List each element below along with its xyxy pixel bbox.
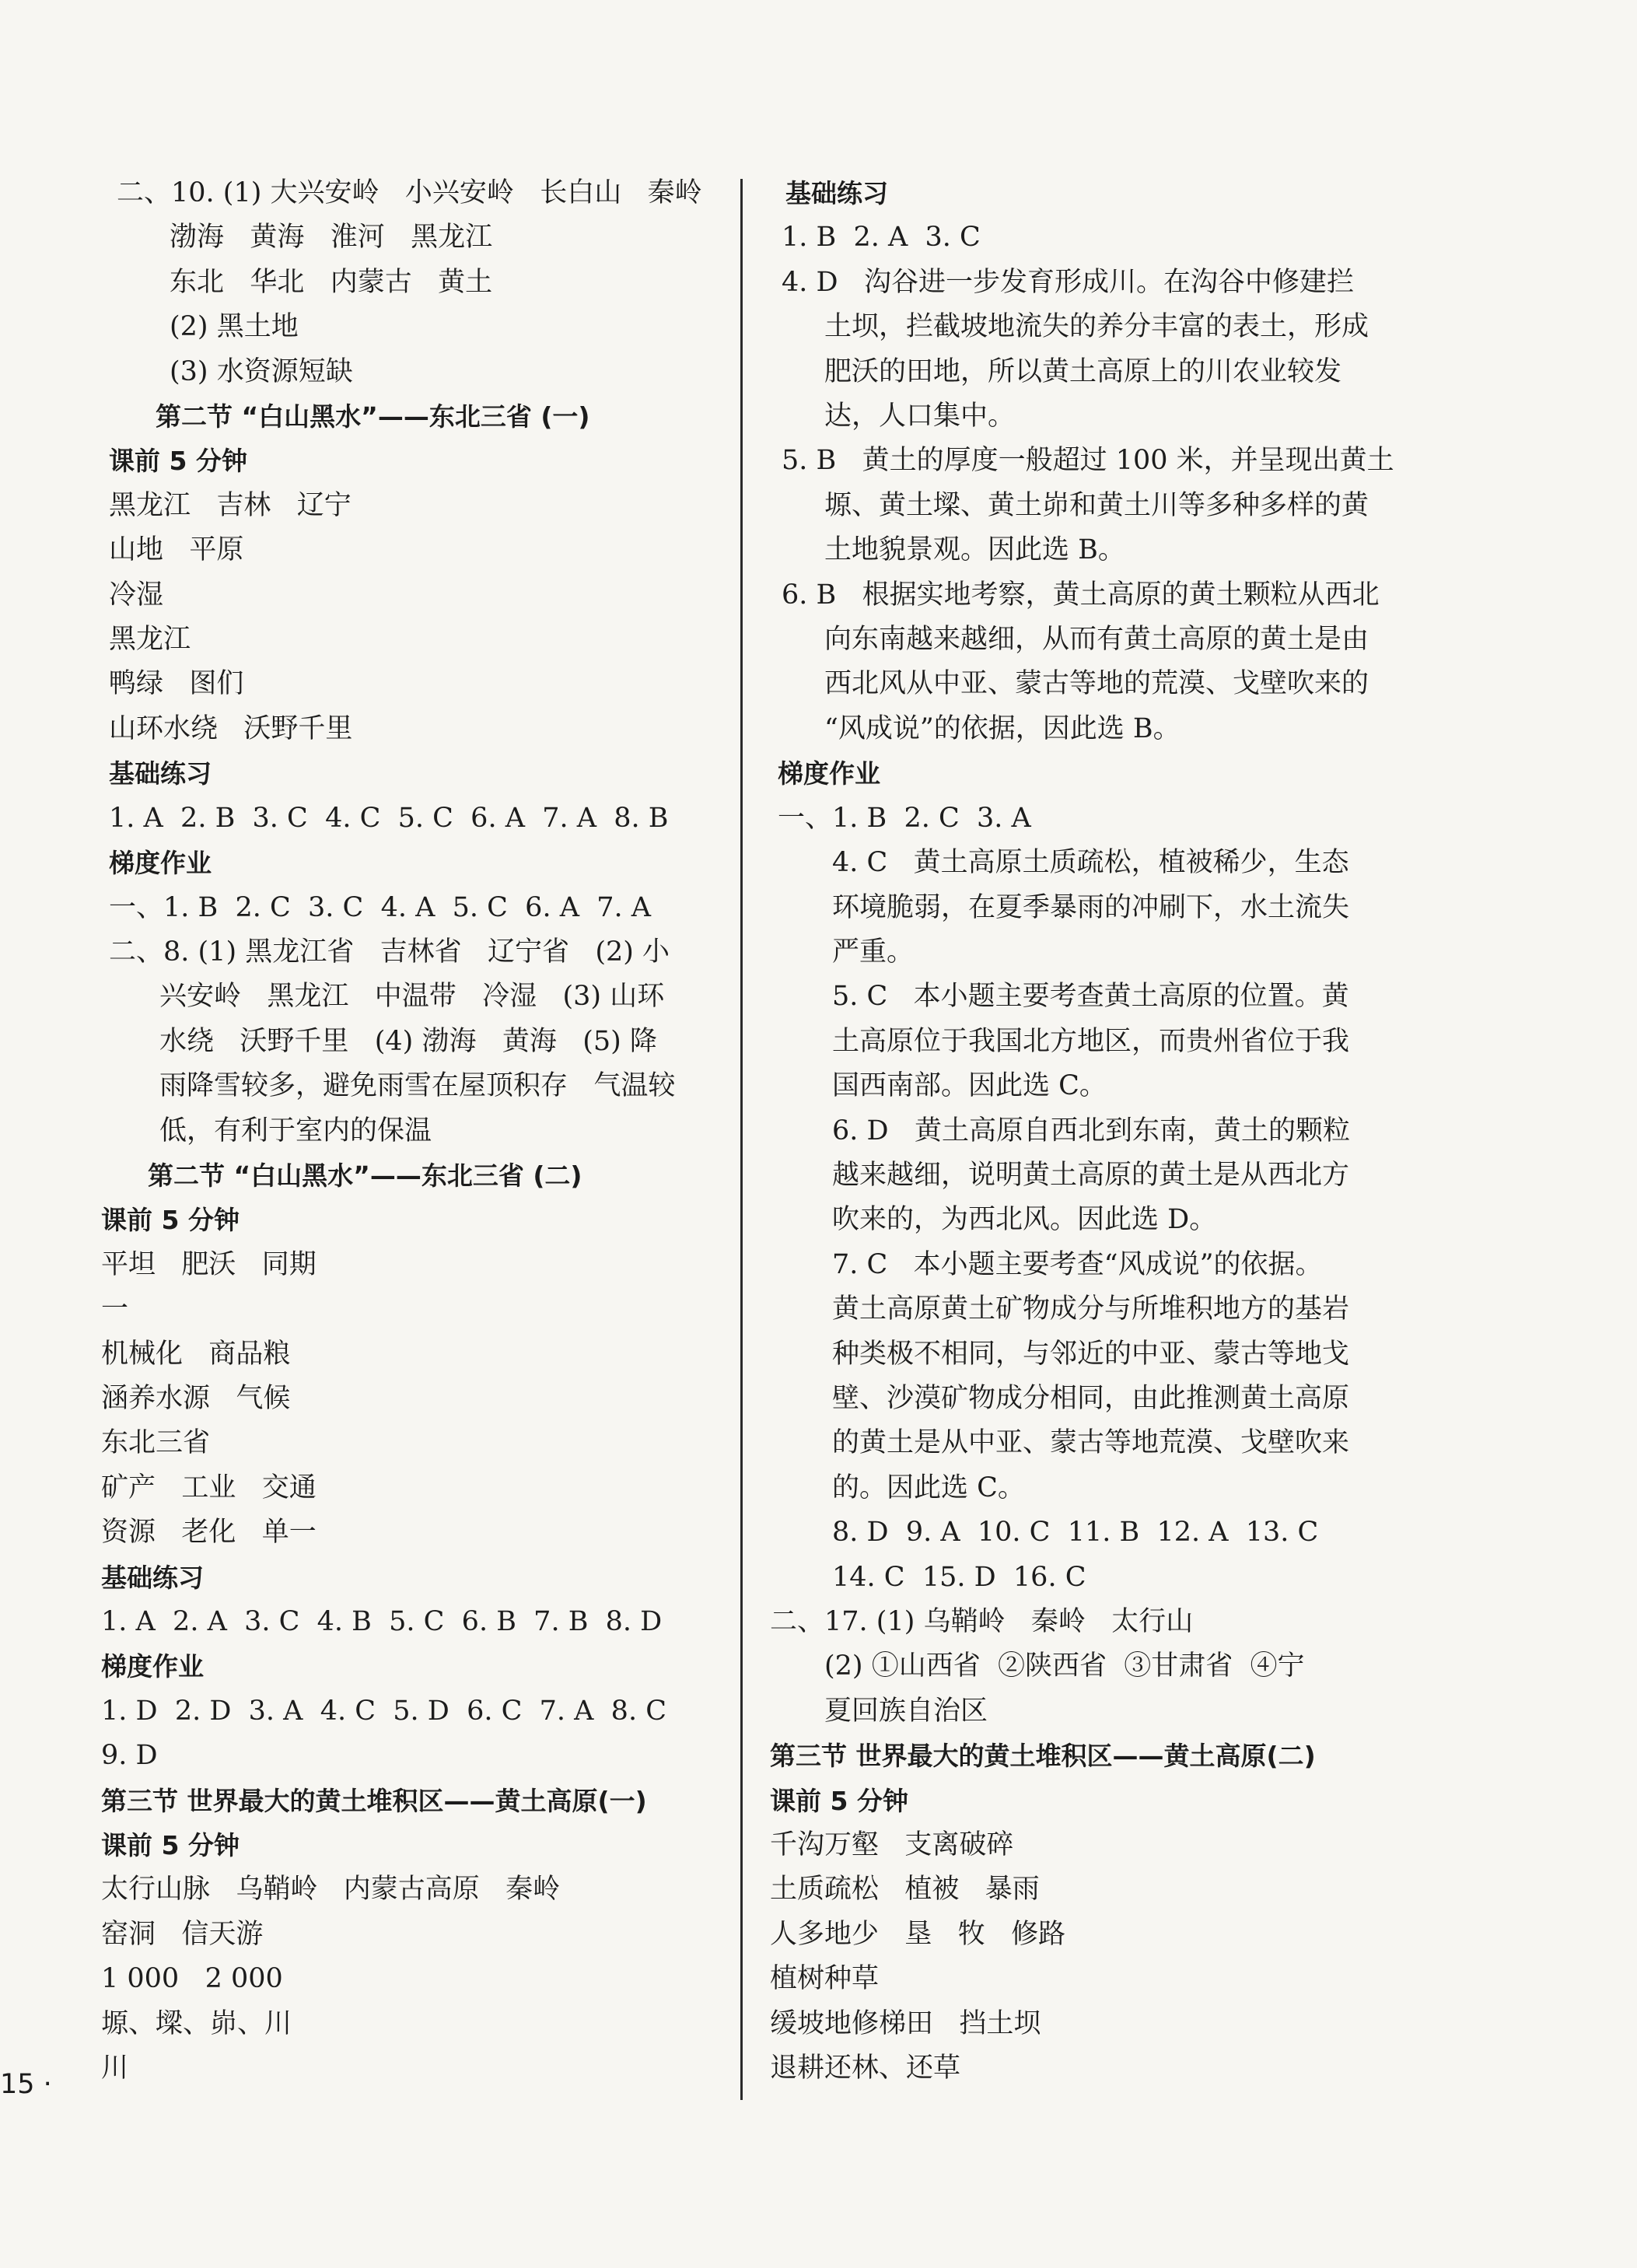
- answer-line: 雨降雪较多，避免雨雪在屋顶积存 气温较: [159, 1070, 676, 1102]
- answer-line: 太行山脉 乌鞘岭 内蒙古高原 秦岭: [101, 1874, 561, 1906]
- answer-line: 黑龙江 吉林 辽宁: [109, 489, 352, 521]
- answer-line: 窑洞 信天游: [101, 1918, 264, 1950]
- section-heading: 第二节 “白山黑水”——东北三省 (一): [156, 401, 590, 432]
- answer-line: 二、17. (1) 乌鞘岭 秦岭 太行山: [770, 1606, 1194, 1637]
- answer-line: 7. C 本小题主要考查“风成说”的依据。: [832, 1248, 1323, 1280]
- answer-line: 平坦 肥沃 同期: [101, 1248, 317, 1280]
- section-heading: 第二节 “白山黑水”——东北三省 (二): [148, 1160, 582, 1191]
- answer-line: 土高原位于我国北方地区，而贵州省位于我: [832, 1025, 1350, 1057]
- answer-line: 西北风从中亚、蒙古等地的荒漠、戈壁吹来的: [824, 668, 1369, 700]
- answer-line: 退耕还林、还草: [770, 2053, 961, 2084]
- answer-line: 一: [101, 1293, 129, 1325]
- answer-line: 鸭绿 图们: [109, 668, 244, 700]
- answer-line: 山环水绕 沃野千里: [109, 712, 353, 744]
- answer-line: 8. D 9. A 10. C 11. B 12. A 13. C: [832, 1517, 1319, 1549]
- section-heading: 课前 5 分钟: [770, 1785, 908, 1816]
- answer-line: 肥沃的田地，所以黄土高原上的川农业较发: [824, 355, 1342, 387]
- page-number: 15 ·: [0, 2069, 52, 2100]
- answer-line: 1. B 2. A 3. C: [782, 222, 981, 254]
- answer-line: 严重。: [832, 936, 915, 968]
- answer-line: 土质疏松 植被 暴雨: [770, 1874, 1040, 1906]
- answer-line: 一、1. B 2. C 3. C 4. A 5. C 6. A 7. A: [109, 891, 652, 923]
- answer-line: 低，有利于室内的保温: [159, 1115, 432, 1146]
- answer-line: 吹来的，为西北风。因此选 D。: [832, 1204, 1217, 1236]
- answer-line: 山地 平原: [109, 534, 244, 566]
- answer-line: 5. C 本小题主要考查黄土高原的位置。黄: [832, 981, 1349, 1013]
- section-heading: 基础练习: [785, 178, 888, 208]
- answer-line: 1 000 2 000: [101, 1963, 283, 1995]
- column-divider: [740, 179, 743, 2100]
- answer-line: 4. C 黄土高原土质疏松，植被稀少，生态: [832, 847, 1349, 879]
- answer-line: 环境脆弱，在夏季暴雨的冲刷下，水土流失: [832, 891, 1350, 923]
- section-heading: 梯度作业: [109, 848, 212, 879]
- answer-line: 川: [101, 2053, 129, 2084]
- answer-line: 达，人口集中。: [824, 401, 1016, 432]
- answer-line: 千沟万壑 支离破碎: [770, 1829, 1014, 1861]
- left-column: [101, 171, 723, 2091]
- answer-line: 东北 华北 内蒙古 黄土: [170, 266, 493, 298]
- answer-line: 缓坡地修梯田 挡土坝: [770, 2007, 1041, 2039]
- answer-line: 1. D 2. D 3. A 4. C 5. D 6. C 7. A 8. C: [101, 1695, 666, 1727]
- right-column: [770, 171, 1548, 2091]
- answer-line: 塬、墚、峁、川: [101, 2007, 292, 2039]
- section-heading: 课前 5 分钟: [109, 446, 247, 477]
- answer-line: 植树种草: [770, 1963, 880, 1995]
- answer-line: 兴安岭 黑龙江 中温带 冷湿 (3) 山环: [159, 981, 665, 1013]
- answer-line: 1. A 2. A 3. C 4. B 5. C 6. B 7. B 8. D: [101, 1606, 663, 1637]
- answer-line: 渤海 黄海 淮河 黑龙江: [170, 222, 493, 254]
- answer-line: 土地貌景观。因此选 B。: [824, 534, 1125, 566]
- answer-line: 水绕 沃野千里 (4) 渤海 黄海 (5) 降: [159, 1025, 657, 1057]
- answer-line: 越来越细，说明黄土高原的黄土是从西北方: [832, 1159, 1350, 1191]
- answer-line: (2) ①山西省 ②陕西省 ③甘肃省 ④宁: [824, 1650, 1305, 1682]
- answer-line: 壁、沙漠矿物成分相同，由此推测黄土高原: [832, 1382, 1350, 1414]
- answer-line: (3) 水资源短缺: [170, 355, 353, 387]
- answer-line: 5. B 黄土的厚度一般超过 100 米，并呈现出黄土: [782, 445, 1394, 477]
- answer-line: 6. B 根据实地考察，黄土高原的黄土颗粒从西北: [782, 579, 1380, 611]
- section-heading: 梯度作业: [778, 758, 880, 789]
- answer-line: 资源 老化 单一: [101, 1517, 317, 1549]
- answer-line: 塬、黄土墚、黄土峁和黄土川等多种多样的黄: [824, 489, 1369, 521]
- answer-line: 6. D 黄土高原自西北到东南，黄土的颗粒: [832, 1115, 1350, 1146]
- answer-line: 4. D 沟谷进一步发育形成川。在沟谷中修建拦: [782, 266, 1354, 298]
- answer-line: 向东南越来越细，从而有黄土高原的黄土是由: [824, 624, 1369, 656]
- answer-line: 1. A 2. B 3. C 4. C 5. C 6. A 7. A 8. B: [109, 802, 669, 834]
- section-heading: 第三节 世界最大的黄土堆积区——黄土高原(二): [770, 1741, 1316, 1772]
- section-heading: 梯度作业: [101, 1651, 204, 1682]
- answer-line: 的黄土是从中亚、蒙古等地荒漠、戈壁吹来: [832, 1427, 1350, 1459]
- answer-line: 土坝，拦截坡地流失的养分丰富的表土，形成: [824, 311, 1369, 343]
- section-heading: 第三节 世界最大的黄土堆积区——黄土高原(一): [101, 1785, 647, 1816]
- answer-line: 一、1. B 2. C 3. A: [778, 802, 1031, 834]
- answer-line: 种类极不相同，与邻近的中亚、蒙古等地戈: [832, 1338, 1350, 1370]
- section-heading: 基础练习: [109, 758, 212, 789]
- answer-line: 涵养水源 气候: [101, 1382, 291, 1414]
- answer-line: (2) 黑土地: [170, 311, 299, 343]
- answer-line: 矿产 工业 交通: [101, 1472, 317, 1503]
- section-heading: 课前 5 分钟: [101, 1205, 240, 1236]
- answer-line: 14. C 15. D 16. C: [832, 1561, 1086, 1593]
- answer-line: 9. D: [101, 1740, 158, 1772]
- answer-line: 夏回族自治区: [824, 1695, 988, 1727]
- section-heading: 基础练习: [101, 1562, 204, 1593]
- section-heading: 课前 5 分钟: [101, 1830, 240, 1861]
- answer-line: 的。因此选 C。: [832, 1472, 1025, 1503]
- answer-line: 二、10. (1) 大兴安岭 小兴安岭 长白山 秦岭: [117, 177, 702, 208]
- answer-line: 黄土高原黄土矿物成分与所堆积地方的基岩: [832, 1293, 1350, 1325]
- answer-line: 东北三省: [101, 1427, 211, 1459]
- answer-line: 冷湿: [109, 579, 164, 611]
- answer-line: 人多地少 垦 牧 修路: [770, 1918, 1066, 1950]
- answer-line: 国西南部。因此选 C。: [832, 1070, 1107, 1102]
- answer-line: “风成说”的依据，因此选 B。: [824, 712, 1181, 744]
- answer-line: 黑龙江: [109, 624, 191, 656]
- answer-line: 机械化 商品粮: [101, 1338, 291, 1370]
- answer-line: 二、8. (1) 黑龙江省 吉林省 辽宁省 (2) 小: [109, 936, 670, 968]
